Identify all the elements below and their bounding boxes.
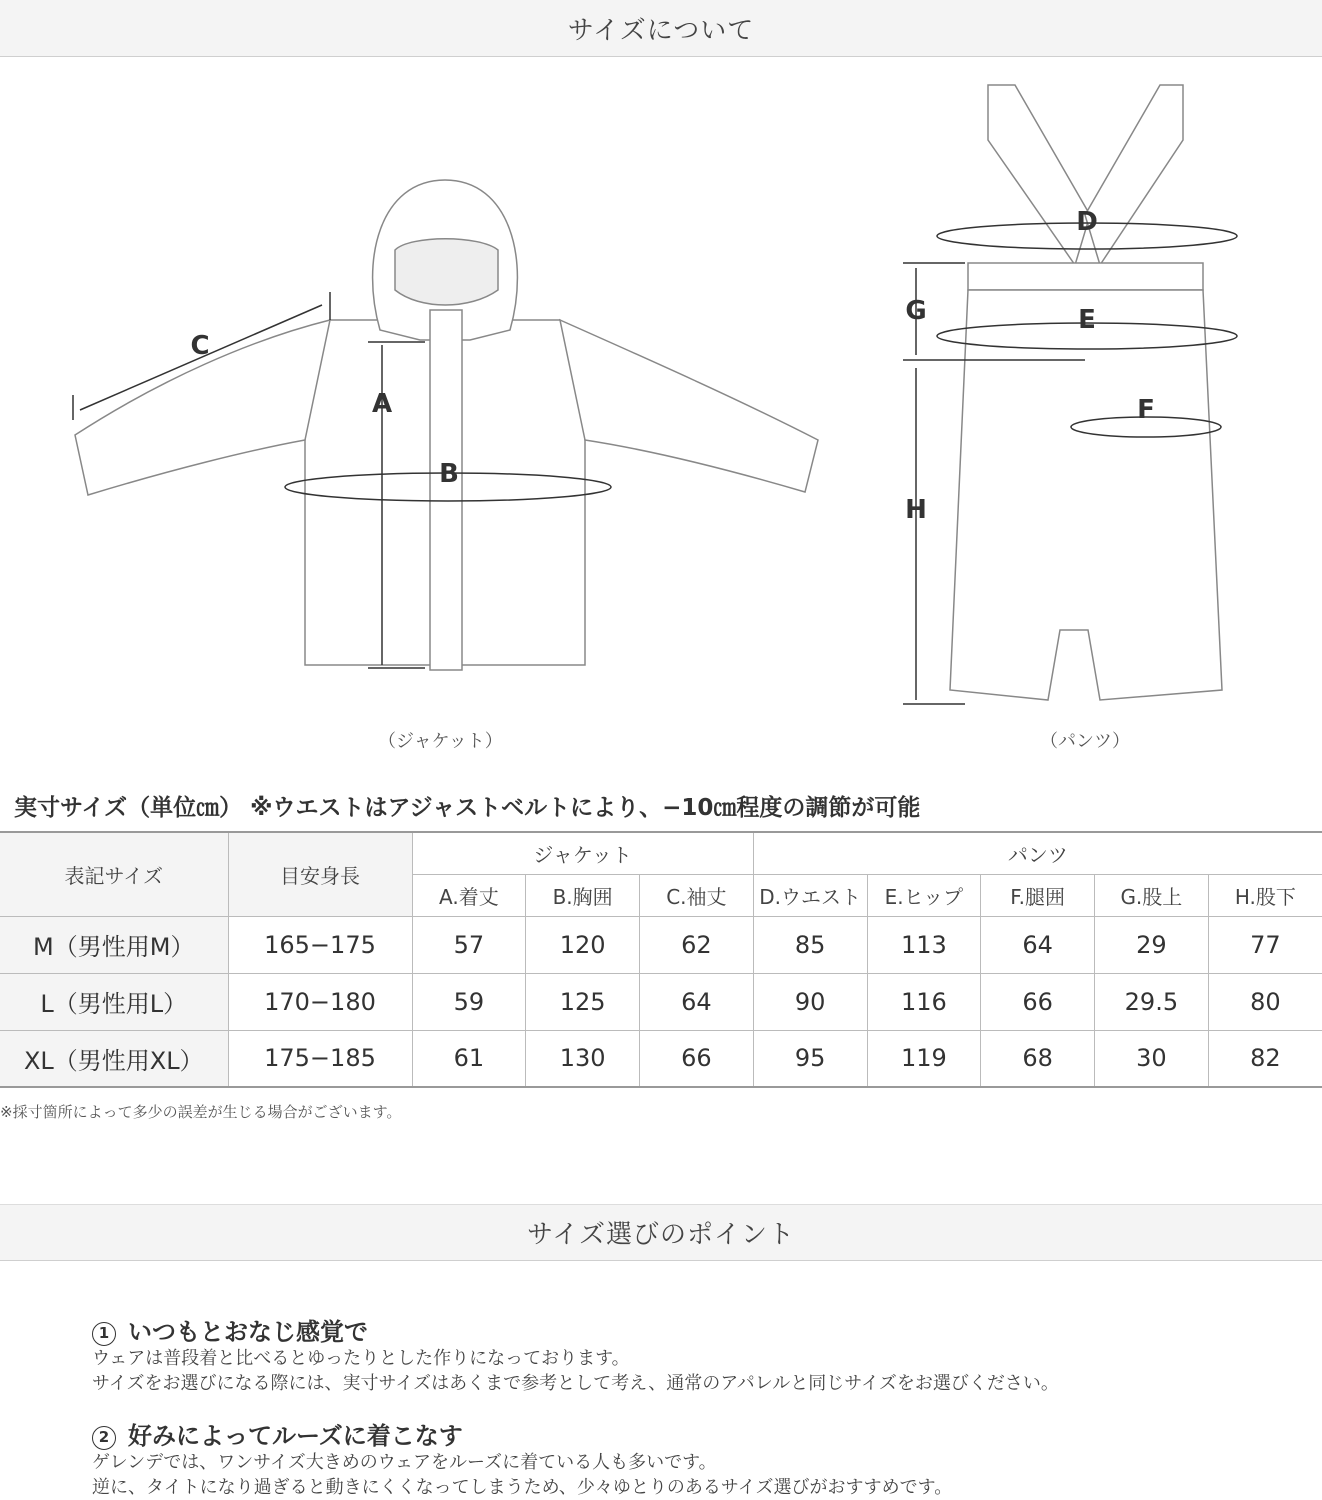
point-2: [92, 1422, 952, 1500]
section-title: サイズ選びのポイント: [527, 1220, 795, 1250]
circled-number: 1: [92, 1322, 116, 1346]
section-title: サイズについて: [567, 15, 755, 46]
size-table: [0, 831, 1322, 1088]
pants-body: [950, 290, 1222, 700]
table-row: [0, 973, 1322, 1030]
label-g: G: [905, 296, 927, 326]
pants-diagram: [900, 80, 1250, 710]
measurement-cell: 120: [526, 916, 640, 973]
label-h: H: [905, 495, 927, 525]
label-f: F: [1137, 395, 1155, 425]
subheader: A.着丈: [412, 874, 526, 916]
measurement-cell: 61: [412, 1030, 526, 1087]
point-title: 好みによってルーズに着こなす: [128, 1422, 463, 1450]
measurement-cell: 64: [640, 973, 754, 1030]
measurement-cell: 130: [526, 1030, 640, 1087]
measurement-cell: 90: [753, 973, 867, 1030]
measurement-cell: 95: [753, 1030, 867, 1087]
measurement-cell: 64: [981, 916, 1095, 973]
height-range: 165−175: [228, 916, 412, 973]
height-range: 170−180: [228, 973, 412, 1030]
point-1: [92, 1318, 1059, 1396]
table-row: [0, 916, 1322, 973]
header-pants: パンツ: [753, 832, 1322, 874]
measurement-cell: 29: [1095, 916, 1209, 973]
measurement-cell: 66: [640, 1030, 754, 1087]
point-text: 逆に、タイトになり過ぎると動きにくくなってしまうため、少々ゆとりのあるサイズ選びがおすすめです。: [92, 1477, 953, 1498]
subheader: D.ウエスト: [753, 874, 867, 916]
subheader: H.股下: [1208, 874, 1322, 916]
jacket-right-sleeve: [560, 320, 818, 492]
point-text: サイズをお選びになる際には、実寸サイズはあくまで参考として考え、通常のアパレルと同じサイズをお選びください。: [92, 1373, 1059, 1394]
size-label: XL（男性用XL）: [0, 1030, 228, 1087]
label-c: C: [190, 331, 210, 361]
measurement-cell: 77: [1208, 916, 1322, 973]
measurement-cell: 82: [1208, 1030, 1322, 1087]
measurement-cell: 68: [981, 1030, 1095, 1087]
jacket-caption: （ジャケット）: [378, 731, 503, 752]
footnote: ※採寸箇所によって多少の誤差が生じる場合がございます。: [0, 1103, 402, 1121]
height-range: 175−185: [228, 1030, 412, 1087]
measurement-cell: 113: [867, 916, 981, 973]
header-jacket: ジャケット: [412, 832, 753, 874]
size-label: L（男性用L）: [0, 973, 228, 1030]
pants-waistband: [968, 263, 1203, 290]
subheader: C.袖丈: [640, 874, 754, 916]
measurement-cell: 116: [867, 973, 981, 1030]
label-b: B: [439, 459, 459, 489]
pants-caption: （パンツ）: [1040, 731, 1130, 752]
header-size: 表記サイズ: [0, 832, 228, 916]
pants-strap-right: [1085, 85, 1183, 265]
measurement-cell: 119: [867, 1030, 981, 1087]
jacket-placket: [430, 310, 462, 670]
label-a: A: [371, 389, 393, 419]
measurement-cell: 62: [640, 916, 754, 973]
label-e: E: [1078, 305, 1096, 335]
point-title: いつもとおなじ感覚で: [128, 1318, 368, 1346]
measurement-cell: 80: [1208, 973, 1322, 1030]
jacket-hood-opening: [395, 239, 498, 305]
measurement-cell: 29.5: [1095, 973, 1209, 1030]
subheader: E.ヒップ: [867, 874, 981, 916]
label-d: D: [1076, 207, 1098, 237]
section-header-points: [0, 1204, 1322, 1261]
pants-strap-left: [988, 85, 1090, 265]
subheader: F.腿囲: [981, 874, 1095, 916]
measurement-cell: 30: [1095, 1030, 1209, 1087]
subheader: B.胸囲: [526, 874, 640, 916]
measurement-cell: 59: [412, 973, 526, 1030]
circled-number: 2: [92, 1426, 116, 1450]
measurement-cell: 85: [753, 916, 867, 973]
measurement-cell: 57: [412, 916, 526, 973]
point-text: ゲレンデでは、ワンサイズ大きめのウェアをルーズに着ている人も多いです。: [92, 1452, 717, 1473]
size-label: M（男性用M）: [0, 916, 228, 973]
measurement-cell: 66: [981, 973, 1095, 1030]
jacket-diagram: [60, 170, 840, 690]
table-heading: 実寸サイズ（単位㎝） ※ウエストはアジャストベルトにより、−10㎝程度の調節が可能: [14, 795, 921, 821]
measurement-cell: 125: [526, 973, 640, 1030]
subheader: G.股上: [1095, 874, 1209, 916]
header-height: 目安身長: [228, 832, 412, 916]
table-row: [0, 1030, 1322, 1087]
point-text: ウェアは普段着と比べるとゆったりとした作りになっております。: [92, 1348, 630, 1369]
section-header-size: [0, 0, 1322, 57]
